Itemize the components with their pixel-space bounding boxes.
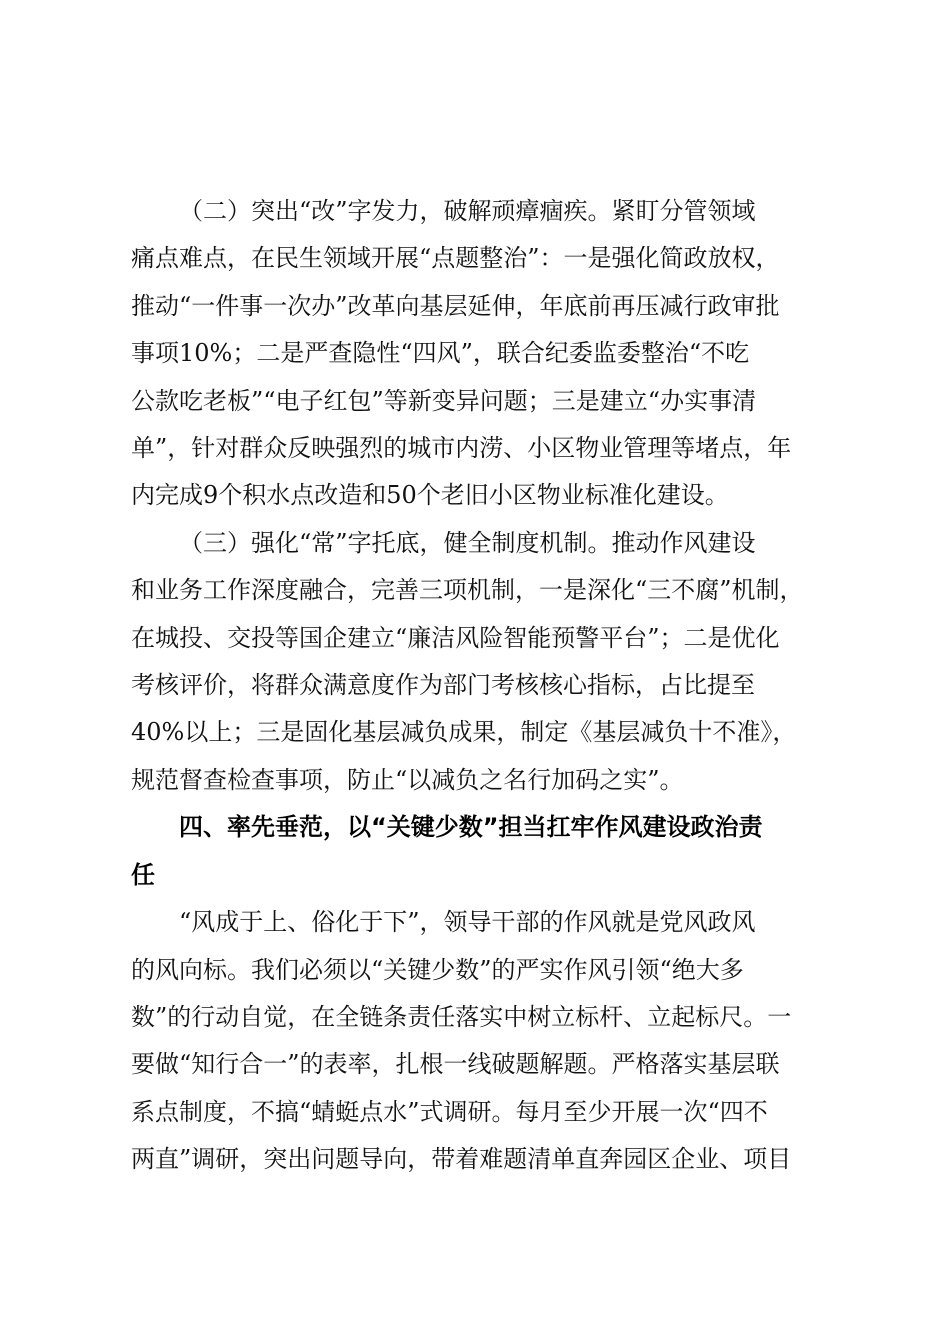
text-line: 内完成9个积水点改造和50个老旧小区物业标准化建设。 — [131, 481, 729, 510]
heading-line: 任 — [131, 860, 155, 889]
text-line: 事项10%；二是严查隐性“四风”，联合纪委监委整治“不吃 — [131, 339, 750, 368]
text-line: 两直”调研，突出问题导向，带着难题清单直奔园区企业、项目 — [131, 1145, 792, 1174]
text-line: 的风向标。我们必须以“关键少数”的严实作风引领“绝大多 — [131, 955, 744, 984]
text-line: 规范督查检查事项，防止“以减负之名行加码之实”。 — [131, 765, 684, 794]
text-line: 单”，针对群众反映强烈的城市内涝、小区物业管理等堵点，年 — [131, 434, 792, 463]
text-line: 和业务工作深度融合，完善三项机制，一是深化“三不腐”机制， — [131, 576, 804, 605]
text-line: 在城投、交投等国企建立“廉洁风险智能预警平台”；二是优化 — [131, 623, 780, 652]
text-line: （三）强化“常”字托底，健全制度机制。推动作风建设 — [179, 528, 756, 557]
text-line: 系点制度，不搞“蜻蜓点水”式调研。每月至少开展一次“四不 — [131, 1097, 768, 1126]
text-line: 痛点难点，在民生领域开展“点题整治”：一是强化简政放权， — [131, 244, 780, 273]
paragraph-institution-mechanism — [131, 520, 831, 804]
text-line: 公款吃老板”“电子红包”等新变异问题；三是建立“办实事清 — [131, 386, 757, 415]
section-heading-four — [131, 804, 831, 899]
paragraph-reform-rectification — [131, 188, 831, 520]
paragraph-leadership-example — [131, 899, 831, 1183]
text-line: 推动“一件事一次办”改革向基层延伸，年底前再压减行政审批 — [131, 291, 780, 320]
text-line: 要做“知行合一”的表率，扎根一线破题解题。严格落实基层联 — [131, 1050, 780, 1079]
heading-line: 四、率先垂范，以“关键少数”担当扛牢作风建设政治责 — [179, 813, 763, 842]
text-line: 数”的行动自觉，在全链条责任落实中树立标杆、立起标尺。一 — [131, 1002, 792, 1031]
text-line: “风成于上、俗化于下”，领导干部的作风就是党风政风 — [179, 908, 756, 937]
text-line: 考核评价，将群众满意度作为部门考核核心指标，占比提至 — [131, 671, 755, 700]
text-line: 40%以上；三是固化基层减负成果，制定《基层减负十不准》， — [131, 718, 797, 747]
text-line: （二）突出“改”字发力，破解顽瘴痼疾。紧盯分管领域 — [179, 197, 756, 225]
document-body — [131, 188, 831, 1184]
